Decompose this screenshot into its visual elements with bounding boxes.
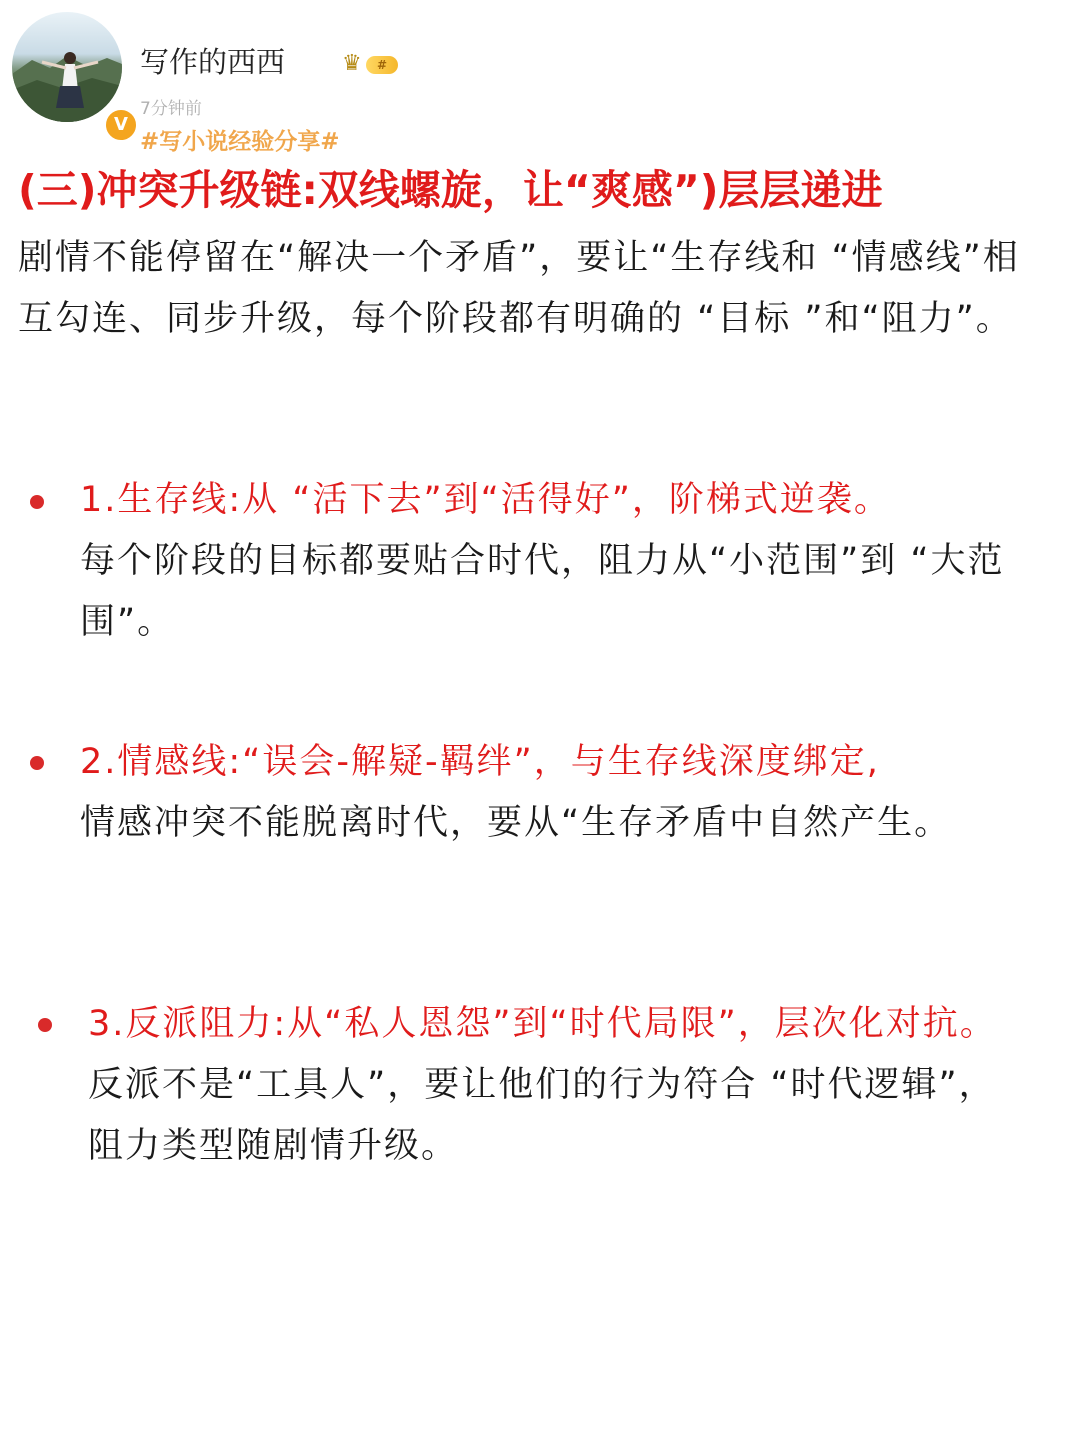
list-item	[88, 994, 1028, 1177]
avatar[interactable]	[12, 12, 122, 122]
post-timestamp: 7分钟前	[140, 99, 202, 119]
section-heading: (三)冲突升级链:双线螺旋，让“爽感”)层层递进	[18, 166, 883, 214]
list-item-title: 1.生存线:从 “活下去”到“活得好”，阶梯式逆袭。	[80, 480, 891, 520]
vip-badge	[342, 52, 398, 76]
bullet-dot-icon	[38, 1018, 52, 1032]
bullet-dot-icon	[30, 495, 44, 509]
username[interactable]: 写作的西西	[140, 45, 286, 79]
vip-crown-icon: ♛	[342, 51, 362, 76]
list-item-title: 3.反派阻力:从“私人恩怨”到“时代局限”，层次化对抗。	[88, 1004, 997, 1044]
list-item-body: 反派不是“工具人”，要让他们的行为符合 “时代逻辑”，阻力类型随剧情升级。	[88, 1065, 996, 1166]
hashtag-link[interactable]: #写小说经验分享#	[140, 129, 340, 155]
post-header	[12, 12, 612, 155]
list-item-title: 2.情感线:“误会-解疑-羁绊”，与生存线深度绑定,	[80, 742, 880, 782]
list-item	[80, 732, 1040, 854]
list-item-body: 情感冲突不能脱离时代，要从“生存矛盾中自然产生。	[80, 803, 952, 843]
bullet-dot-icon	[30, 756, 44, 770]
verified-icon: V	[104, 108, 138, 142]
list-item-body: 每个阶段的目标都要贴合时代，阻力从“小范围”到 “大范围”。	[80, 541, 1005, 642]
intro-paragraph: 剧情不能停留在“解决一个矛盾”，要让“生存线和 “情感线”相互勾连、同步升级，每个阶段都有明确的 “目标 ”和“阻力”。	[18, 238, 1020, 339]
list-item	[80, 470, 1040, 653]
vip-tag: #	[366, 56, 398, 74]
avatar-image	[12, 12, 122, 122]
